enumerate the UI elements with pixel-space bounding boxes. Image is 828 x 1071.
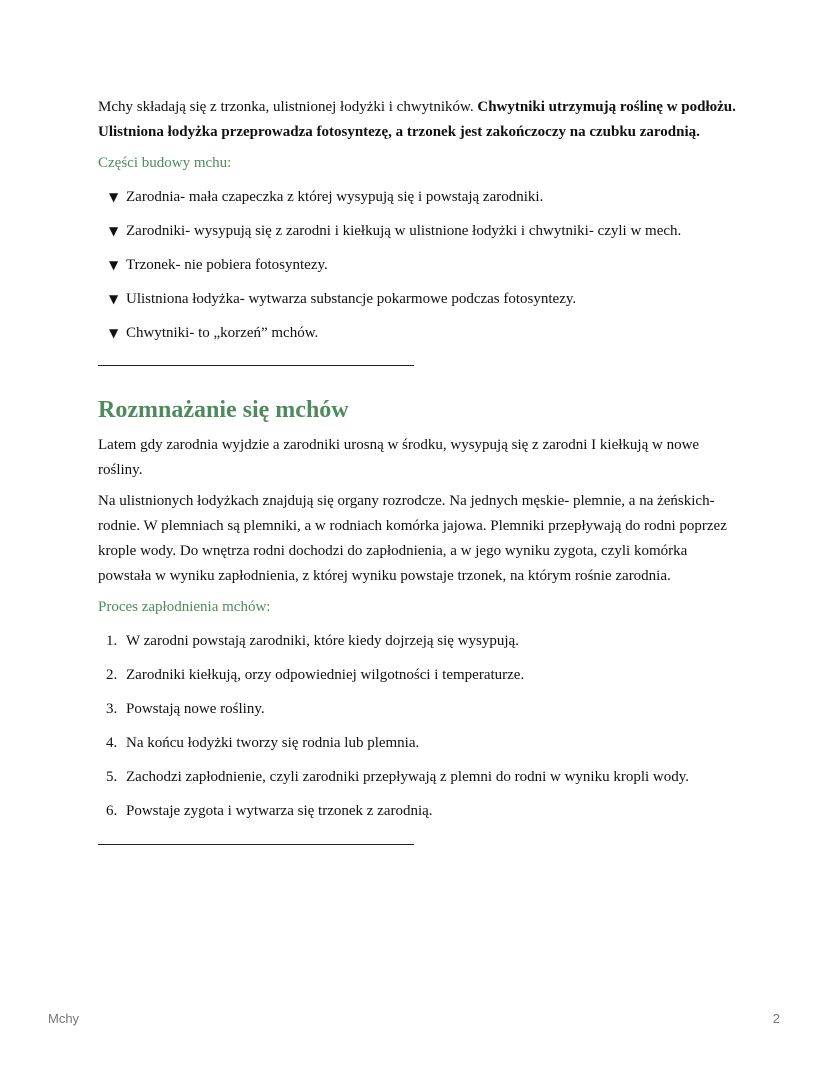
list-item-text: Trzonek- nie pobiera fotosyntezy. xyxy=(126,257,328,273)
step-text: W zarodni powstają zarodniki, które kiedy dojrzeją się wysypują. xyxy=(126,633,519,649)
intro-plain-text: Mchy składają się z trzonka, ulistnionej łodyżki i chwytników. xyxy=(98,99,478,115)
step-text: Na końcu łodyżki tworzy się rodnia lub plemnia. xyxy=(126,735,420,751)
horizontal-divider xyxy=(98,844,414,845)
list-item xyxy=(98,185,738,210)
list-item xyxy=(98,697,738,722)
footer-page-number: 2 xyxy=(772,1011,780,1026)
list-item xyxy=(98,219,738,244)
list-item xyxy=(98,321,738,346)
list-item xyxy=(98,253,738,278)
step-text: Powstaje zygota i wytwarza się trzonek z zarodnią. xyxy=(126,803,433,819)
document-body xyxy=(98,95,738,845)
list-item xyxy=(98,663,738,688)
step-text: Powstają nowe rośliny. xyxy=(126,701,265,717)
step-number: 6. xyxy=(106,803,118,819)
step-number: 5. xyxy=(106,769,118,785)
intro-paragraph xyxy=(98,95,738,145)
list-item-text: Zarodniki- wysypują się z zarodni i kiełkują w ulistnione łodyżki i chwytniki- czyli w mech. xyxy=(126,223,682,239)
list-item-text: Chwytniki- to „korzeń” mchów. xyxy=(126,325,319,341)
step-number: 4. xyxy=(106,735,118,751)
triangle-bullet-icon: ▼ xyxy=(109,258,119,272)
horizontal-divider xyxy=(98,365,414,366)
process-steps-list xyxy=(98,629,738,824)
step-text: Zachodzi zapłodnienie, czyli zarodniki przepływają z plemni do rodni w wyniku kropli wody. xyxy=(126,769,690,785)
section-title: Rozmnażanie się mchów xyxy=(98,397,349,423)
list-item xyxy=(98,629,738,654)
step-number: 1. xyxy=(106,633,118,649)
step-number: 3. xyxy=(106,701,118,717)
footer-document-title: Mchy xyxy=(48,1011,80,1026)
triangle-bullet-icon: ▼ xyxy=(109,292,119,306)
process-heading: Proces zapłodnienia mchów: xyxy=(98,599,271,615)
step-text: Zarodniki kiełkują, orzy odpowiedniej wilgotności i temperaturze. xyxy=(126,667,525,683)
list-item-text: Ulistniona łodyżka- wytwarza substancje pokarmowe podczas fotosyntezy. xyxy=(126,291,577,307)
paragraph: Latem gdy zarodnia wyjdzie a zarodniki urosną w środku, wysypują się z zarodni I kiełkują w nowe rośliny. xyxy=(98,437,700,478)
triangle-bullet-icon: ▼ xyxy=(109,190,119,204)
triangle-bullet-icon: ▼ xyxy=(109,224,119,238)
parts-list xyxy=(98,185,738,346)
step-number: 2. xyxy=(106,667,118,683)
parts-heading: Części budowy mchu: xyxy=(98,155,232,171)
intro-bold-text: Chwytniki utrzymują roślinę w podłożu. Ulistniona łodyżka przeprowadza fotosyntezę, a trzonek jest zakończoczy na czubku zarodnią. xyxy=(98,99,736,140)
triangle-bullet-icon: ▼ xyxy=(109,326,119,340)
list-item xyxy=(98,799,738,824)
list-item xyxy=(98,765,738,790)
list-item xyxy=(98,287,738,312)
list-item xyxy=(98,731,738,756)
list-item-text: Zarodnia- mała czapeczka z której wysypują się i powstają zarodniki. xyxy=(126,189,544,205)
paragraph: Na ulistnionych łodyżkach znajdują się organy rozrodcze. Na jednych męskie- plemnie, a na żeńskich- rodnie. W plemniach są plemniki, a w rodniach komórka jajowa. Plemniki przepływają do rodni poprzez krople wody. Do wnętrza rodni dochodzi do zapłodnienia, a w jego wyniku zygota, czyli komórka powstała w wyniku zapłodnienia, z której wyniku powstaje trzonek, na którym rośnie zarodnia. xyxy=(98,493,727,584)
